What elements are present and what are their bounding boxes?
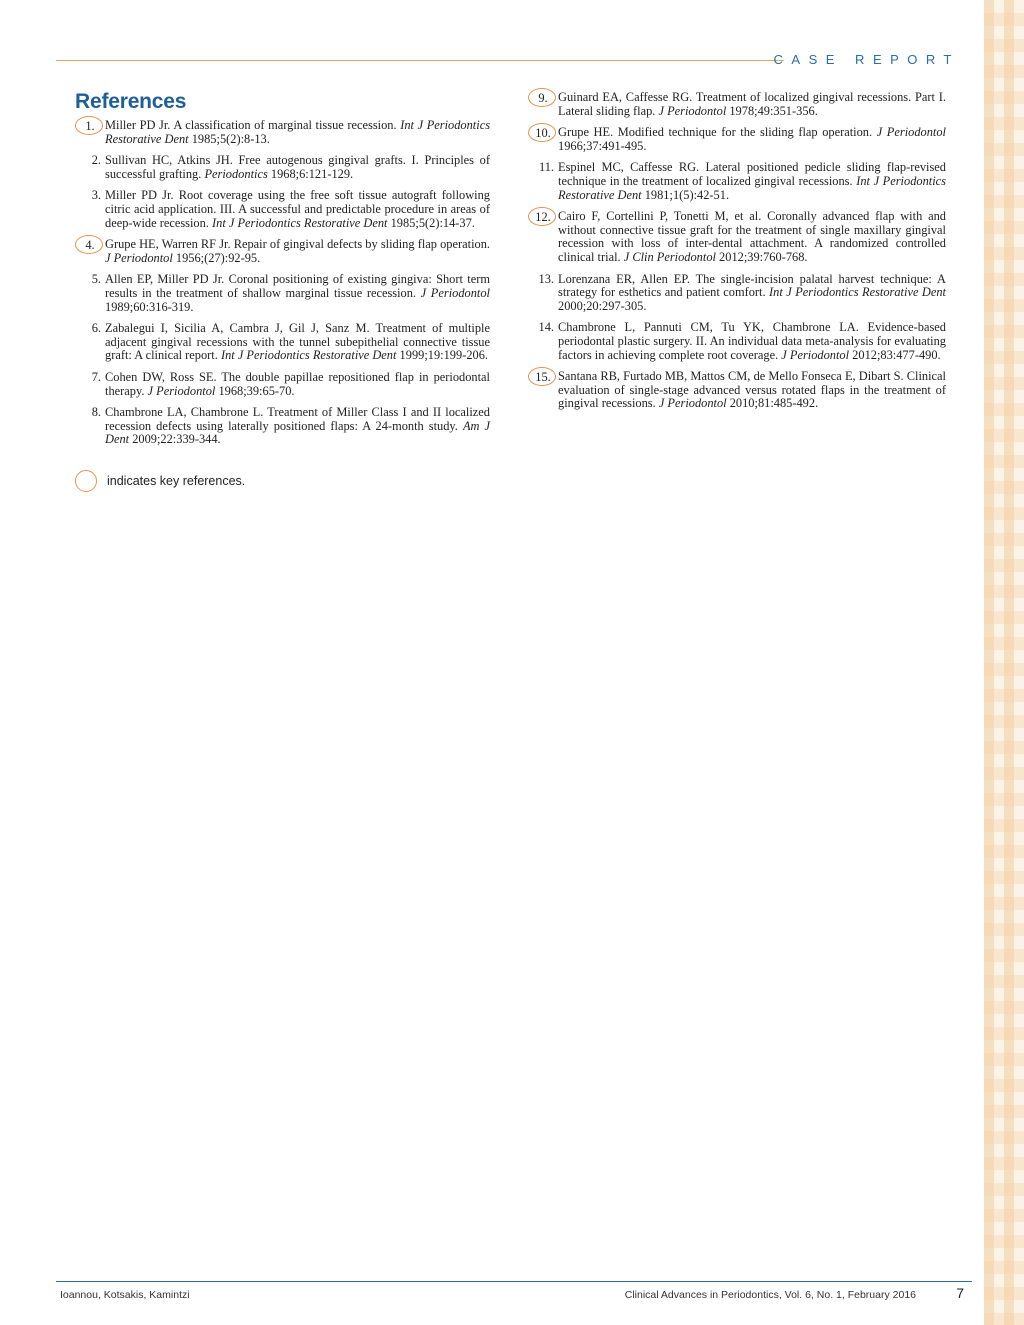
journal-title: J Periodontol bbox=[876, 125, 946, 140]
key-reference-number: 10. bbox=[528, 123, 556, 142]
reference-text: 1966;37:491-495. bbox=[558, 138, 647, 153]
reference-item bbox=[75, 238, 490, 265]
key-reference-circle-icon bbox=[75, 470, 97, 492]
header-rule bbox=[56, 60, 784, 61]
reference-number: 5. bbox=[91, 272, 101, 287]
key-reference-number: 1. bbox=[75, 116, 103, 135]
reference-item bbox=[75, 189, 490, 230]
reference-text: 1956;(27):92-95. bbox=[172, 250, 261, 265]
page-number: 7 bbox=[956, 1285, 964, 1301]
footer-authors: Ioannou, Kotsakis, Kamintzi bbox=[60, 1289, 190, 1301]
reference-text: Miller PD Jr. Root coverage using the free soft tissue autograft following citric acid application. III. A successful and predictable procedure in areas of deep-wide recession. bbox=[105, 188, 490, 230]
reference-text: Guinard EA, Caffesse RG. Treatment of localized gingival recessions. Part I. Lateral sliding flap. bbox=[558, 90, 946, 118]
reference-item bbox=[528, 91, 946, 118]
journal-title: J Periodontol bbox=[658, 103, 727, 118]
reference-text: 1978;49:351-356. bbox=[726, 103, 818, 118]
reference-text: 2012;83:477-490. bbox=[849, 347, 941, 362]
reference-text: Cohen DW, Ross SE. The double papillae repositioned flap in periodontal therapy. bbox=[105, 369, 490, 398]
reference-text: Lorenzana ER, Allen EP. The single-incision palatal harvest technique: A strategy for esthetics and patient comfort. bbox=[558, 271, 946, 300]
journal-title: Am J Dent bbox=[105, 418, 490, 447]
footer-rule bbox=[56, 1281, 972, 1282]
journal-title: Int J Periodontics Restorative Dent bbox=[212, 215, 388, 230]
journal-title: J Periodontol bbox=[147, 383, 216, 398]
reference-number: 2. bbox=[91, 153, 101, 168]
reference-text: 2012;39:760-768. bbox=[715, 249, 808, 264]
reference-item bbox=[75, 119, 490, 146]
references-list-right bbox=[528, 91, 946, 419]
reference-text: Allen EP, Miller PD Jr. Coronal positioning of existing gingiva: Short term results in the treatment of shallow marginal tissue recession. bbox=[105, 272, 490, 300]
reference-number: 3. bbox=[91, 188, 101, 203]
key-references-legend bbox=[75, 469, 245, 493]
reference-item bbox=[528, 273, 946, 314]
reference-text: 1981;1(5):42-51. bbox=[641, 187, 730, 202]
reference-number: 8. bbox=[91, 405, 101, 420]
journal-title: J Periodontol bbox=[781, 347, 850, 362]
key-reference-number: 9. bbox=[528, 88, 556, 107]
key-reference-number: 15. bbox=[528, 367, 556, 386]
reference-item bbox=[528, 126, 946, 153]
reference-item bbox=[75, 406, 490, 447]
reference-text: Chambrone L, Pannuti CM, Tu YK, Chambrone LA. Evidence-based periodontal plastic surgery. II. An individual data meta-analysis for evaluating factors in achieving complete root coverage. bbox=[558, 320, 946, 362]
reference-number: 6. bbox=[91, 321, 101, 336]
reference-text: 1999;19:199-206. bbox=[396, 348, 489, 363]
reference-text: Sullivan HC, Atkins JH. Free autogenous gingival grafts. I. Principles of successful grafting. bbox=[105, 153, 490, 181]
reference-number: 11. bbox=[538, 160, 554, 175]
reference-number: 13. bbox=[538, 271, 554, 286]
reference-number: 7. bbox=[91, 369, 101, 384]
reference-text: 1985;5(2):8-13. bbox=[188, 131, 270, 146]
reference-text: 1989;60:316-319. bbox=[105, 299, 194, 314]
reference-item bbox=[528, 161, 946, 202]
reference-text: Miller PD Jr. A classification of marginal tissue recession. bbox=[105, 118, 401, 132]
journal-title: J Periodontol bbox=[658, 396, 727, 411]
reference-text: 1985;5(2):14-37. bbox=[387, 215, 475, 230]
journal-title: J Periodontol bbox=[420, 285, 490, 300]
reference-text: 1968;6:121-129. bbox=[267, 166, 354, 181]
reference-text: 1968;39:65-70. bbox=[215, 383, 295, 398]
reference-text: 2009;22:339-344. bbox=[129, 432, 221, 447]
journal-title: Int J Periodontics Restorative Dent bbox=[220, 348, 397, 363]
reference-number: 14. bbox=[538, 320, 554, 335]
reference-item bbox=[75, 273, 490, 314]
reference-text: Espinel MC, Caffesse RG. Lateral positioned pedicle sliding flap-revised technique in the treatment of localized gingival recessions. bbox=[558, 160, 946, 188]
reference-text: 2000;20:297-305. bbox=[558, 298, 647, 313]
reference-text: Cairo F, Cortellini P, Tonetti M, et al. Coronally advanced flap with and without connective tissue graft for the treatment of single maxillary gingival recession with loss of inter-dental attachment. A randomized controlled clinical trial. bbox=[558, 209, 946, 264]
reference-text: Grupe HE, Warren RF Jr. Repair of gingival defects by sliding flap operation. bbox=[105, 237, 490, 252]
reference-item bbox=[75, 371, 490, 398]
reference-text: Chambrone LA, Chambrone L. Treatment of Miller Class I and II localized recession defects using laterally positioned flaps: A 24-month study. bbox=[105, 405, 490, 433]
reference-text: Santana RB, Furtado MB, Mattos CM, de Mello Fonseca E, Dibart S. Clinical evaluation of single-stage advanced versus rotated flaps in the treatment of gingival recessions. bbox=[558, 369, 946, 411]
reference-text: Zabalegui I, Sicilia A, Cambra J, Gil J, Sanz M. Treatment of multiple adjacent gingival recessions with the tunnel subepithelial connective tissue graft: A clinical report. bbox=[105, 321, 490, 363]
references-list-left bbox=[75, 119, 490, 455]
legend-text: indicates key references. bbox=[107, 474, 246, 488]
key-reference-number: 12. bbox=[528, 207, 556, 226]
reference-item bbox=[528, 370, 946, 411]
reference-item bbox=[528, 321, 946, 362]
journal-title: J Clin Periodontol bbox=[623, 249, 716, 264]
reference-item bbox=[75, 322, 490, 363]
journal-title: Int J Periodontics Restorative Dent bbox=[769, 285, 946, 300]
footer-journal: Clinical Advances in Periodontics, Vol. 6, No. 1, February 2016 bbox=[624, 1289, 916, 1301]
reference-text: 2010;81:485-492. bbox=[726, 396, 819, 411]
reference-item bbox=[75, 154, 490, 181]
reference-item bbox=[528, 210, 946, 264]
decorative-side-pattern bbox=[984, 0, 1024, 1325]
journal-title: Periodontics bbox=[204, 166, 268, 181]
references-heading: References bbox=[75, 90, 187, 113]
key-reference-number: 4. bbox=[75, 235, 103, 254]
journal-title: J Periodontol bbox=[105, 250, 173, 265]
journal-title: Int J Periodontics Restorative Dent bbox=[105, 118, 491, 146]
journal-title: Int J Periodontics Restorative Dent bbox=[558, 173, 946, 202]
reference-text: Grupe HE. Modified technique for the sliding flap operation. bbox=[558, 125, 877, 140]
section-tag: CASE REPORT bbox=[773, 52, 960, 67]
